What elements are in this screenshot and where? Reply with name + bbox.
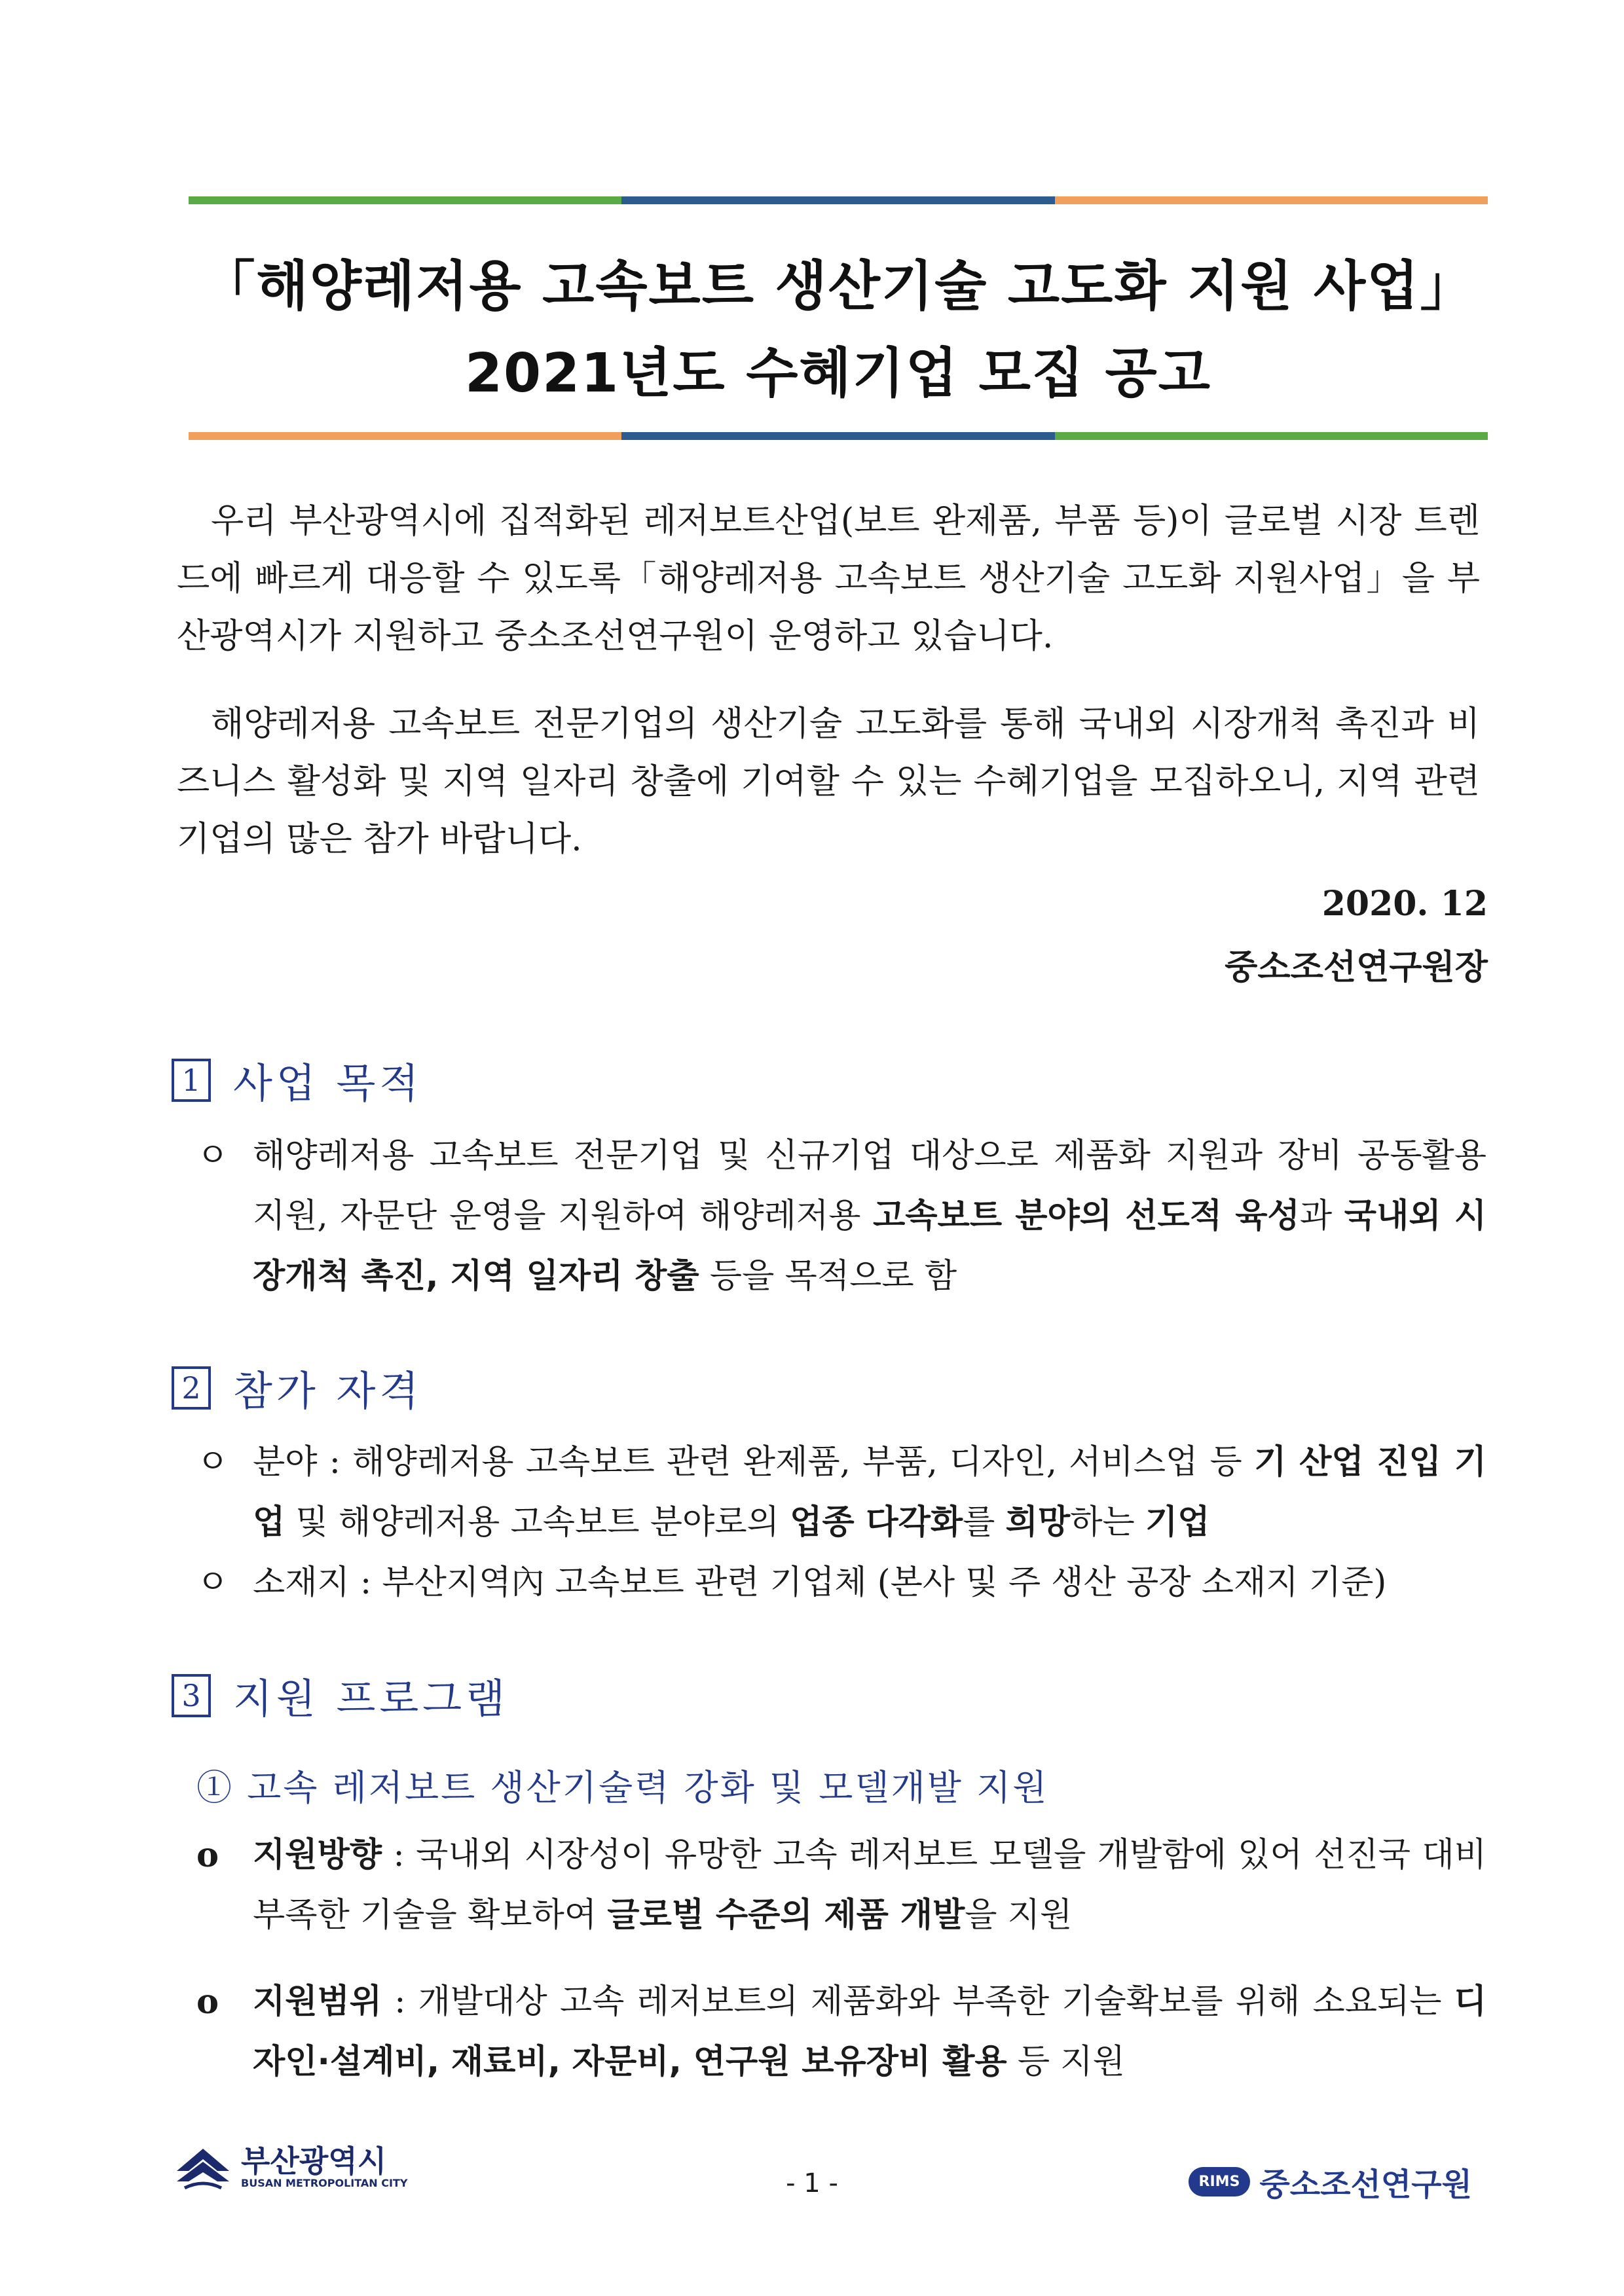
busan-logo-text: 부산광역시 bbox=[241, 2143, 387, 2179]
bottom-color-rule bbox=[189, 432, 1488, 440]
page-number: - 1 - bbox=[786, 2168, 838, 2198]
section-number-box: 2 bbox=[172, 1366, 211, 1410]
busan-logo-english: BUSAN METROPOLITAN CITY bbox=[241, 2176, 408, 2189]
section-number-box: 1 bbox=[172, 1059, 211, 1102]
eligibility-location-text: 소재지 : 부산지역內 고속보트 관련 기업체 (본사 및 주 생산 공장 소재지 기준) bbox=[253, 1563, 1387, 1602]
eligibility-location-item bbox=[196, 1553, 1486, 1613]
intro-paragraph-2: 해양레저용 고속보트 전문기업의 생산기술 고도화를 통해 국내외 시장개척 촉진과 비즈니스 활성화 및 지역 일자리 창출에 기여할 수 있는 수혜기업을 모집하오니, 지역 관련기업의 많은 참가 바랍니다. bbox=[177, 704, 1480, 859]
busan-city-logo bbox=[172, 2142, 407, 2192]
announcement-date: 2020. 12 bbox=[1321, 884, 1488, 924]
section-heading-eligibility bbox=[172, 1358, 422, 1417]
top-color-rule bbox=[189, 196, 1488, 204]
intro-paragraph-1: 우리 부산광역시에 집적화된 레저보트산업(보트 완제품, 부품 등)이 글로벌 시장 트렌드에 빠르게 대응할 수 있도록「해양레저용 고속보트 생산기술 고도화 지원사업」을 부산광역시가 지원하고 중소조선연구원이 운영하고 있습니다. bbox=[177, 501, 1480, 656]
title-line-2: 2021년도 수혜기업 모집 공고 bbox=[465, 342, 1211, 405]
bullet-icon: ㅇ bbox=[196, 1443, 229, 1482]
program-direction-item bbox=[196, 1825, 1486, 1946]
bullet-icon: o bbox=[196, 1982, 219, 2022]
bullet-icon: ㅇ bbox=[196, 1137, 229, 1175]
program-direction-text: 지원방향 : 국내외 시장성이 유망한 고속 레저보트 모델을 개발함에 있어 선진국 대비 부족한 기술을 확보하여 글로벌 수준의 제품 개발을 지원 bbox=[253, 1836, 1486, 1935]
section-title: 참가 자격 bbox=[233, 1367, 423, 1415]
purpose-item bbox=[196, 1126, 1486, 1307]
bullet-icon: o bbox=[196, 1836, 219, 1875]
rims-logo-text: 중소조선연구원 bbox=[1259, 2166, 1472, 2203]
section-title: 지원 프로그램 bbox=[233, 1675, 509, 1722]
rims-logo bbox=[1189, 2159, 1472, 2204]
purpose-text: 해양레저용 고속보트 전문기업 및 신규기업 대상으로 제품화 지원과 장비 공동활용 지원, 자문단 운영을 지원하여 해양레저용 고속보트 분야의 선도적 육성과 국내외 시장개척 촉진, 지역 일자리 창출 등을 목적으로 함 bbox=[253, 1137, 1486, 1296]
program-subheading: ① 고속 레저보트 생산기술력 강화 및 모델개발 지원 bbox=[196, 1767, 1049, 1808]
program-scope-item bbox=[196, 1972, 1486, 2092]
section-number-box: 3 bbox=[172, 1674, 211, 1717]
busan-emblem-icon bbox=[172, 2142, 234, 2192]
bullet-icon: ㅇ bbox=[196, 1563, 229, 1602]
section-heading-purpose bbox=[172, 1051, 422, 1109]
eligibility-field-item bbox=[196, 1432, 1486, 1553]
section-title: 사업 목적 bbox=[233, 1059, 423, 1107]
issuer-name: 중소조선연구원장 bbox=[1225, 947, 1488, 987]
eligibility-field-text: 분야 : 해양레저용 고속보트 관련 완제품, 부품, 디자인, 서비스업 등 기 산업 진입 기업 및 해양레저용 고속보트 분야로의 업종 다각화를 희망하는 기업 bbox=[253, 1443, 1486, 1542]
section-heading-program bbox=[172, 1666, 509, 1724]
title-line-1: 「해양레저용 고속보트 생산기술 고도화 지원 사업」 bbox=[201, 255, 1475, 318]
rims-badge: RIMS bbox=[1189, 2167, 1251, 2196]
program-scope-text: 지원범위 : 개발대상 고속 레저보트의 제품화와 부족한 기술확보를 위해 소요되는 디자인·설계비, 재료비, 자문비, 연구원 보유장비 활용 등 지원 bbox=[253, 1982, 1486, 2081]
